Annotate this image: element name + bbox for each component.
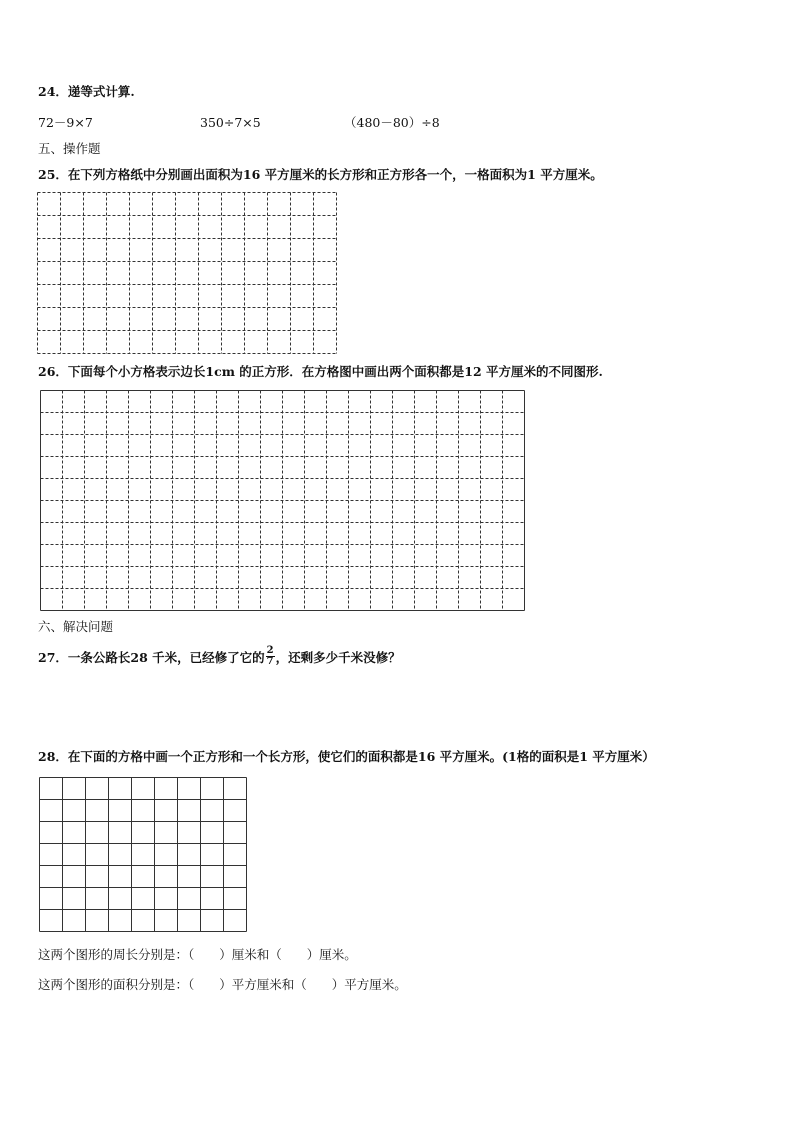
q27-fraction-denominator: 7 <box>266 656 274 667</box>
q24-title: 24．递等式计算. <box>38 84 135 99</box>
q28-area-line: 这两个图形的面积分别是：（ ）平方厘米和（ ）平方厘米。 <box>38 977 407 992</box>
q28-perimeter-line: 这两个图形的周长分别是：（ ）厘米和（ ）厘米。 <box>38 947 357 962</box>
q27-text-before: 27．一条公路长28 千米，已经修了它的 <box>38 650 265 665</box>
q27-fraction <box>266 646 275 667</box>
q26-text: 26．下面每个小方格表示边长1cm 的正方形．在方格图中画出两个面积都是12 平方厘米的不同图形. <box>38 364 603 379</box>
q28-square-grid[interactable] <box>39 777 250 933</box>
q24-expression-2: 350÷7×5 <box>200 115 261 130</box>
q25-text: 25．在下列方格纸中分别画出面积为16 平方厘米的长方形和正方形各一个，一格面积为1 平方厘米。 <box>38 167 603 182</box>
q24-expression-3: （480－80）÷8 <box>344 115 440 130</box>
q25-dashed-grid[interactable] <box>37 192 342 355</box>
q28-text: 28．在下面的方格中画一个正方形和一个长方形，使它们的面积都是16 平方厘米。(1格的面积是1 平方厘米） <box>38 749 655 764</box>
q27-text <box>38 645 401 669</box>
q27-fraction-numerator: 2 <box>266 645 274 656</box>
q27-text-after: ，还剩多少千米没修？ <box>275 650 401 665</box>
section-6-title: 六、解决问题 <box>38 619 114 634</box>
q24-expression-1: 72－9×7 <box>38 115 93 130</box>
q26-square-grid[interactable] <box>40 390 529 614</box>
section-5-title: 五、操作题 <box>38 141 101 156</box>
